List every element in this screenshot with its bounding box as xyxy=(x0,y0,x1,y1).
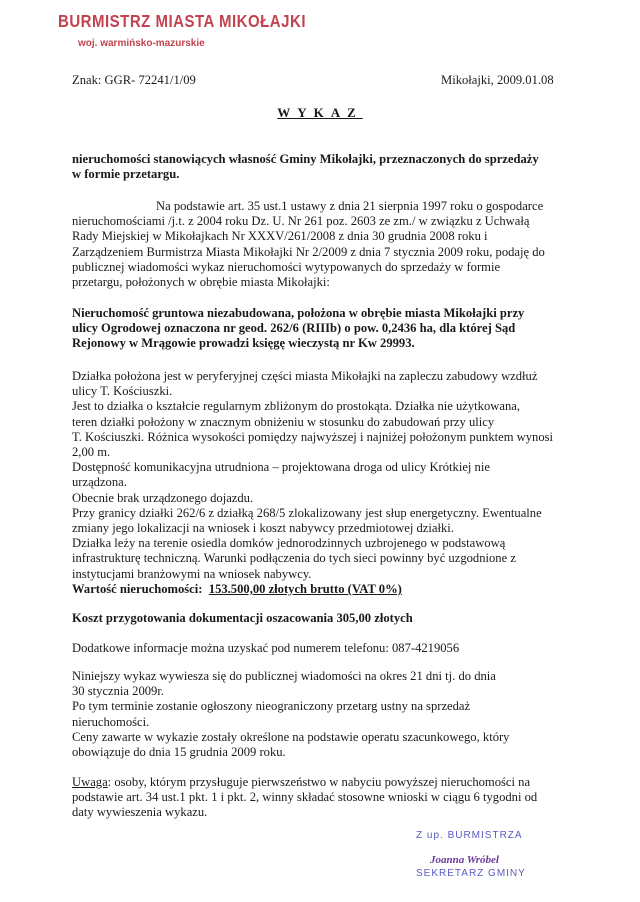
note-line: daty wywieszenia wykazu. xyxy=(72,805,208,820)
closing-line: Po tym terminie zostanie ogłoszony nieograniczony przetarg ustny na sprzedaż xyxy=(72,699,471,714)
note-line: : osoby, którym przysługuje pierwszeństwo w nabyciu powyższej nieruchomości na xyxy=(107,775,531,789)
property-line: Nieruchomość gruntowa niezabudowana, położona w obrębie miasta Mikołajki przy xyxy=(72,306,525,320)
office-stamp-title: BURMISTRZ MIASTA MIKOŁAJKI xyxy=(58,12,306,32)
contact-info: Dodatkowe informacje można uzyskać pod numerem telefonu: 087-4219056 xyxy=(72,641,460,655)
description-line: T. Kościuszki. Różnica wysokości pomiędzy najwyższej i najniżej położonym punktem wynosi xyxy=(72,429,554,444)
description-line: teren działki położony w znacznym obniżeniu w stosunku do zabudowań przy ulicy xyxy=(72,414,495,429)
description-line: Działka leży na terenie osiedla domków jednorodzinnych uzbrojenego w podstawową xyxy=(72,536,506,551)
description-line: zmiany jego lokalizacji na wniosek i koszt nabywcy przedmiotowej działki. xyxy=(72,521,454,536)
valuation-cost: Koszt przygotowania dokumentacji oszacowania 305,00 złotych xyxy=(72,611,413,625)
closing-paragraph xyxy=(72,669,567,760)
closing-line: nieruchomości. xyxy=(72,714,150,729)
closing-line: obowiązuje do dnia 15 grudnia 2009 roku. xyxy=(72,745,286,760)
document-title: WYKAZ xyxy=(277,105,363,120)
value-amount: 153.500,00 złotych brutto (VAT 0%) xyxy=(208,582,402,596)
signature-name: Joanna Wróbel xyxy=(430,854,499,866)
intro-line: publicznej wiadomości wykaz nieruchomości wytypowanych do sprzedaży w formie xyxy=(72,259,501,274)
subtitle-line: w formie przetargu. xyxy=(72,167,180,182)
document-date: Mikołajki, 2009.01.08 xyxy=(441,73,554,87)
property-line: Rejonowy w Mrągowie prowadzi księgę wieczystą nr Kw 29993. xyxy=(72,336,415,351)
property-description xyxy=(72,369,567,582)
subtitle-line: nieruchomości stanowiących własność Gminy Mikołajki, przeznaczonych do sprzedaży xyxy=(72,152,539,166)
description-line: Przy granicy działki 262/6 z działką 268/5 zlokalizowany jest słup energetyczny. Ewentualne xyxy=(72,505,542,520)
intro-line: Zarządzeniem Burmistrza Miasta Mikołajki Nr 2/2009 z dnia 7 stycznia 2009 roku, podaję do xyxy=(72,244,545,259)
property-value xyxy=(72,582,402,597)
description-line: Jest to działka o kształcie regularnym zbliżonym do prostokąta. Działka nie użytkowana, xyxy=(72,399,520,414)
closing-line: Ceny zawarte w wykazie zostały określone na podstawie operatu szacunkowego, który xyxy=(72,729,510,744)
closing-line: 30 stycznia 2009r. xyxy=(72,684,164,699)
note-paragraph xyxy=(72,775,567,821)
intro-paragraph xyxy=(72,199,567,290)
property-heading xyxy=(72,306,572,352)
intro-line: Na podstawie art. 35 ust.1 ustawy z dnia 21 sierpnia 1997 roku o gospodarce xyxy=(156,199,544,213)
document-subtitle xyxy=(72,152,572,182)
note-line: podstawie art. 34 ust.1 pkt. 1 i pkt. 2, winny składać stosowne wnioski w ciągu 6 tygodni od xyxy=(72,790,538,805)
description-line: instytucjami branżowymi na wniosek nabywcy. xyxy=(72,566,312,581)
description-line: infrastrukturę techniczną. Warunki podłączenia do tych sieci powinny być uzgodnione z xyxy=(72,551,516,566)
intro-line: przetargu, położonych w obrębie miasta Mikołajki: xyxy=(72,275,330,290)
signature-title: SEKRETARZ GMINY xyxy=(416,868,526,879)
reference-number: Znak: GGR- 72241/1/09 xyxy=(72,73,196,87)
description-line: Obecnie brak urządzonego dojazdu. xyxy=(72,490,254,505)
description-line: Działka położona jest w peryferyjnej części miasta Mikołajki na zapleczu zabudowy wzdłuż xyxy=(72,369,538,383)
office-stamp-region: woj. warmińsko-mazurskie xyxy=(78,38,205,49)
closing-line: Niniejszy wykaz wywiesza się do publicznej wiadomości na okres 21 dni tj. do dnia xyxy=(72,669,496,683)
value-label: Wartość nieruchomości: xyxy=(72,582,203,596)
signature-authority: Z up. BURMISTRZA xyxy=(416,830,523,841)
note-label: Uwaga xyxy=(72,775,108,789)
intro-line: nieruchomościami /j.t. z 2004 roku Dz. U. Nr 261 poz. 2603 ze zm./ w związku z Uchwałą xyxy=(72,214,530,229)
description-line: ulicy T. Kościuszki. xyxy=(72,384,173,399)
description-line: 2,00 m. xyxy=(72,445,111,460)
property-line: ulicy Ogrodowej oznaczona nr geod. 262/6 (RIIIb) o pow. 0,2436 ha, dla której Sąd xyxy=(72,321,516,336)
description-line: urządzona. xyxy=(72,475,127,490)
description-line: Dostępność komunikacyjna utrudniona – projektowana droga od ulicy Krótkiej nie xyxy=(72,460,490,475)
intro-line: Rady Miejskiej w Mikołajkach Nr XXXV/261/2008 z dnia 30 grudnia 2008 roku i xyxy=(72,229,488,244)
